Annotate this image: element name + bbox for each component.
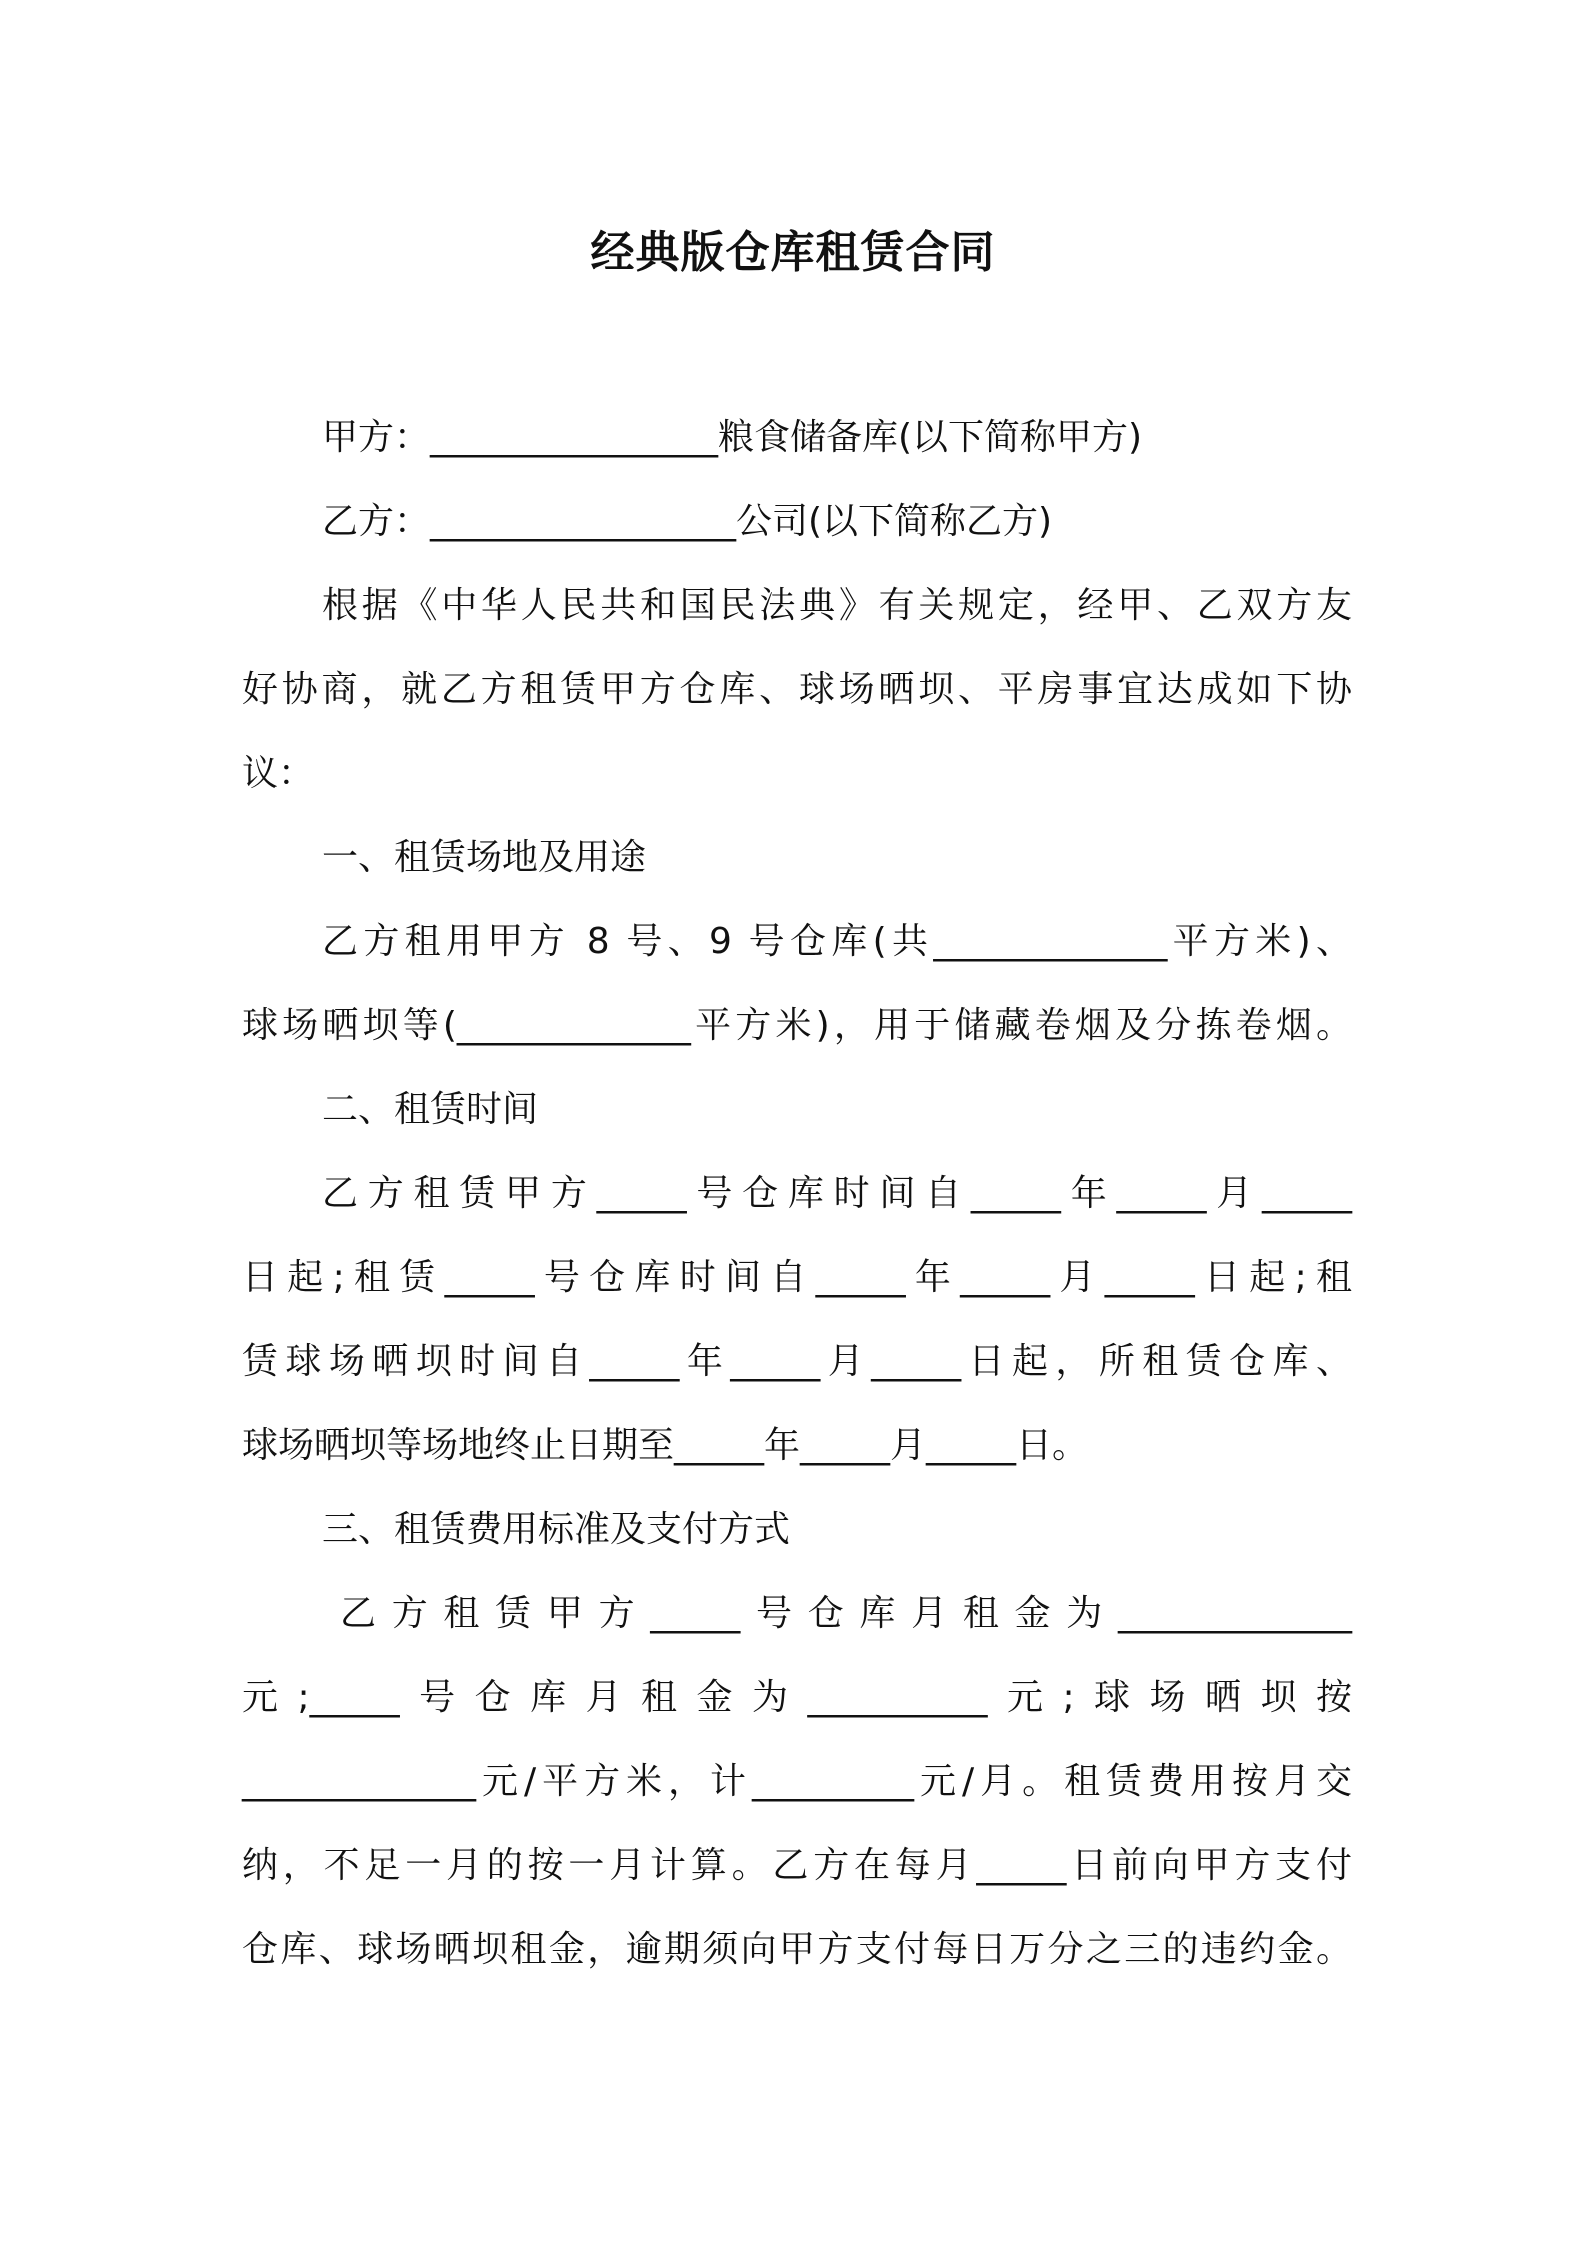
preamble-line-3: 议： (242, 753, 315, 794)
section-1-line-2: 球场晒坝等(_____________平方米)，用于储藏卷烟及分拣卷烟。 (242, 1005, 1352, 1046)
section-3-line-1: 乙方租赁甲方_____号仓库月租金为_____________ (340, 1593, 1352, 1634)
party-b-line: 乙方：_________________公司(以下简称乙方) (322, 501, 1053, 542)
preamble-line-2: 好协商，就乙方租赁甲方仓库、球场晒坝、平房事宜达成如下协 (242, 669, 1352, 710)
preamble-line-1: 根据《中华人民共和国民法典》有关规定，经甲、乙双方友 (322, 585, 1352, 626)
section-3-line-4: 纳，不足一月的按一月计算。乙方在每月_____日前向甲方支付 (242, 1845, 1352, 1886)
section-2-line-3: 赁球场晒坝时间自_____年_____月_____日起，所租赁仓库、 (242, 1341, 1352, 1382)
section-2-heading: 二、租赁时间 (322, 1089, 539, 1130)
section-1-heading: 一、租赁场地及用途 (322, 837, 647, 878)
section-2-line-4: 球场晒坝等场地终止日期至_____年_____月_____日。 (242, 1425, 1089, 1466)
section-2-line-1: 乙方租赁甲方_____号仓库时间自_____年_____月_____ (322, 1173, 1352, 1214)
section-3-line-5: 仓库、球场晒坝租金，逾期须向甲方支付每日万分之三的违约金。 (242, 1929, 1352, 1970)
section-1-line-1: 乙方租用甲方 8 号、9 号仓库(共_____________平方米)、 (322, 921, 1352, 962)
document-title: 经典版仓库租赁合同 (590, 227, 996, 278)
section-3-heading: 三、租赁费用标准及支付方式 (322, 1509, 791, 1550)
section-3-line-3: _____________元/平方米，计_________元/月。租赁费用按月交 (242, 1761, 1352, 1802)
party-a-line: 甲方：________________粮食储备库(以下简称甲方) (322, 417, 1143, 458)
section-2-line-2: 日起;租赁_____号仓库时间自_____年_____月_____日起;租 (242, 1257, 1352, 1298)
section-3-line-2: 元;_____号仓库月租金为__________元;球场晒坝按 (242, 1677, 1352, 1718)
